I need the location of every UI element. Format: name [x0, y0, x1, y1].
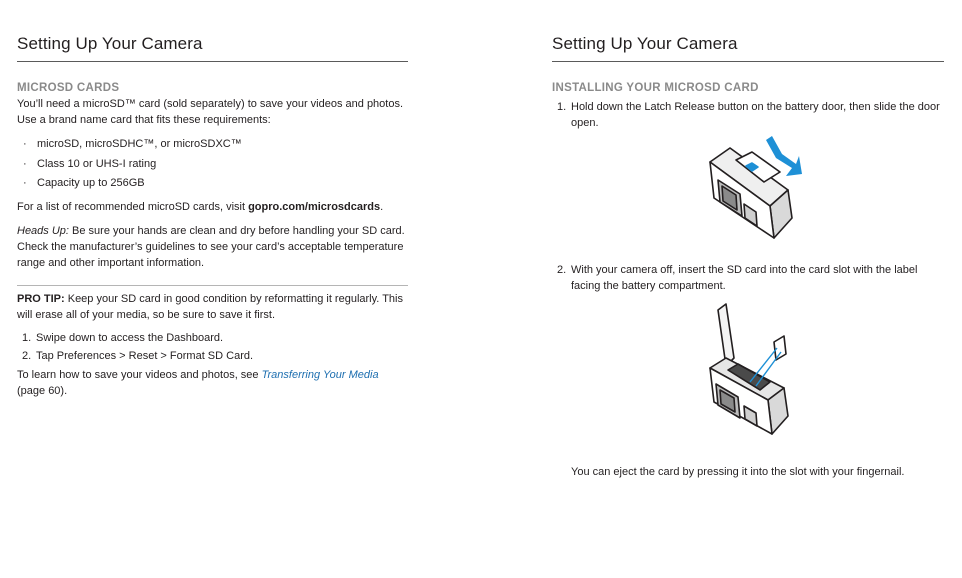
pro-tip-text: Keep your SD card in good condition by reformatting it regularly. This will erase all of your media, so be sure to save it first. — [17, 293, 403, 321]
step-text: Tap Preferences > Reset > Format SD Card. — [36, 350, 254, 362]
transferring-media-link[interactable]: Transferring Your Media — [261, 369, 379, 381]
heads-up-text: Be sure your hands are clean and dry before handling your SD card. Check the manufacturer’s guidelines to see your card’s acceptable temperature range and other important information. — [17, 225, 405, 269]
pro-tip-divider — [17, 285, 408, 286]
sd-card-insert-illustration — [704, 302, 804, 452]
section-heading-microsd: MICROSD CARDS — [17, 82, 120, 94]
step-text: With your camera off, insert the SD card into the card slot with the label facing the battery compartment. — [571, 264, 918, 292]
bullet-glyph: · — [23, 177, 27, 189]
gopro-link[interactable]: gopro.com/microsdcards — [248, 201, 381, 213]
list-item — [17, 136, 242, 156]
step-number: 2. — [22, 350, 32, 362]
step-text: Swipe down to access the Dashboard. — [36, 332, 224, 344]
pro-tip-label: PRO TIP: — [17, 293, 65, 305]
learn-suffix: (page 60). — [17, 385, 68, 397]
recommended-suffix: . — [380, 201, 384, 213]
requirement-text: Capacity up to 256GB — [37, 177, 145, 189]
title-divider — [552, 61, 944, 62]
bullet-glyph: · — [23, 138, 27, 150]
recommended-cards-paragraph — [17, 199, 408, 215]
learn-prefix: To learn how to save your videos and photos, see — [17, 369, 262, 381]
format-steps-list — [17, 330, 253, 366]
heads-up-label: Heads Up: — [17, 225, 69, 237]
list-item — [17, 330, 253, 348]
requirements-list — [17, 136, 242, 195]
list-item — [552, 99, 944, 131]
step-number: 1. — [557, 101, 567, 113]
recommended-prefix: For a list of recommended microSD cards, visit — [17, 201, 249, 213]
left-page — [17, 0, 408, 578]
page-title: Setting Up Your Camera — [552, 34, 738, 53]
step-text: Hold down the Latch Release button on the battery door, then slide the door open. — [571, 101, 940, 129]
intro-paragraph: You’ll need a microSD™ card (sold separately) to save your videos and photos. Use a brand name card that fits these requirements: — [17, 98, 404, 126]
requirement-text: Class 10 or UHS-I rating — [37, 157, 157, 170]
learn-more-paragraph — [17, 367, 408, 399]
install-step-1-list — [552, 99, 944, 131]
list-item — [552, 262, 944, 294]
step-number: 2. — [557, 264, 567, 276]
eject-note: You can eject the card by pressing it into the slot with your fingernail. — [571, 466, 905, 478]
title-divider — [17, 61, 408, 62]
list-item — [17, 175, 242, 195]
requirement-text: microSD, microSDHC™, or microSDXC™ — [37, 138, 242, 150]
pro-tip-paragraph — [17, 291, 408, 323]
list-item — [17, 156, 242, 176]
install-step-2-list — [552, 262, 944, 294]
list-item — [17, 348, 253, 366]
step-number: 1. — [22, 332, 32, 344]
camera-door-open-illustration — [700, 134, 810, 254]
page-title: Setting Up Your Camera — [17, 34, 203, 53]
right-page — [552, 0, 944, 578]
section-heading-installing: INSTALLING YOUR MICROSD CARD — [552, 82, 759, 94]
heads-up-paragraph — [17, 223, 408, 271]
bullet-glyph: · — [23, 157, 27, 170]
